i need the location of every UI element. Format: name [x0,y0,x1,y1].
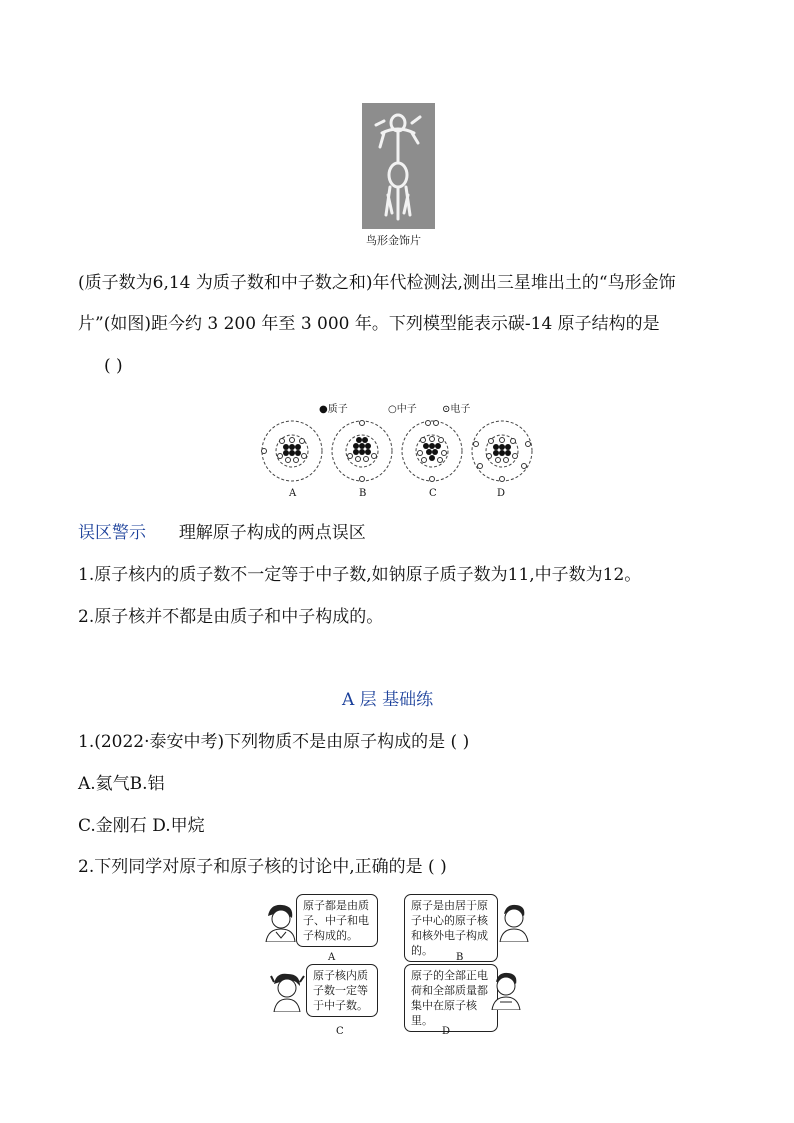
question-intro-line2: 片”(如图)距今约 3 200 年至 3 000 年。下列模型能表示碳-14 原子结构的是 [78,314,660,334]
q1-stem: 1.(2022·泰安中考)下列物质不是由原子构成的是 ( ) [78,732,470,752]
atom-option-label-c: C [429,488,437,499]
legend-neutron: ○中子 [388,404,417,415]
atom-option-label-d: D [497,488,506,499]
proton-dot-icon: ● [319,404,328,415]
section-heading: A 层 基础练 [342,690,434,710]
gold-bird-artifact-image [362,103,435,229]
warning-point-1: 1.原子核内的质子数不一定等于中子数,如钠原子质子数为11,中子数为12。 [78,565,642,585]
atom-model-C [402,421,462,482]
bubble-a: 原子都是由质子、中子和电子构成的。 [296,894,378,947]
artifact-caption: 鸟形金饰片 [366,234,421,247]
q2-label-d: D [442,1026,451,1037]
atom-model-A [262,421,323,481]
student-d-icon [488,970,524,1010]
atom-model-B [332,421,392,482]
question-intro-line1: (质子数为6,14 为质子数和中子数之和)年代检测法,测出三星堆出土的“鸟形金饰 [78,273,676,293]
atom-model-D [472,421,532,482]
atom-models-svg [258,416,538,486]
q2-discussion-figure [262,894,534,1038]
q2-label-c: C [336,1026,344,1037]
atom-option-label-b: B [359,488,367,499]
bubble-b: 原子是由居于原子中心的原子核和核外电子构成的。 [404,894,498,962]
warning-subtitle: 理解原子构成的两点误区 [178,523,366,543]
warning-title: 误区警示 [78,523,146,543]
legend-electron: ⊙电子 [442,404,471,415]
student-c-icon [270,972,306,1012]
atom-models-figure [258,398,538,502]
q2-label-b: B [456,952,464,963]
answer-blank: ( ) [104,356,123,376]
legend-proton: ●质子 [319,404,348,415]
q2-stem: 2.下列同学对原子和原子核的讨论中,正确的是 ( ) [78,857,447,877]
bubble-c: 原子核内质子数一定等于中子数。 [306,964,378,1017]
warning-point-2: 2.原子核并不都是由质子和中子构成的。 [78,607,384,627]
student-a-icon [262,902,298,942]
q2-label-a: A [328,952,336,963]
electron-dot-icon: ⊙ [442,404,451,415]
q1-options-cd: C.金刚石 D.甲烷 [78,816,205,836]
atom-option-label-a: A [289,488,297,499]
bubble-d: 原子的全部正电荷和全部质量都集中在原子核里。 [404,964,498,1032]
student-b-icon [496,902,532,942]
warning-heading [78,522,366,544]
artifact-drawing [362,103,435,229]
neutron-dot-icon: ○ [388,404,397,415]
q1-options-ab: A.氦气B.铝 [78,774,165,794]
